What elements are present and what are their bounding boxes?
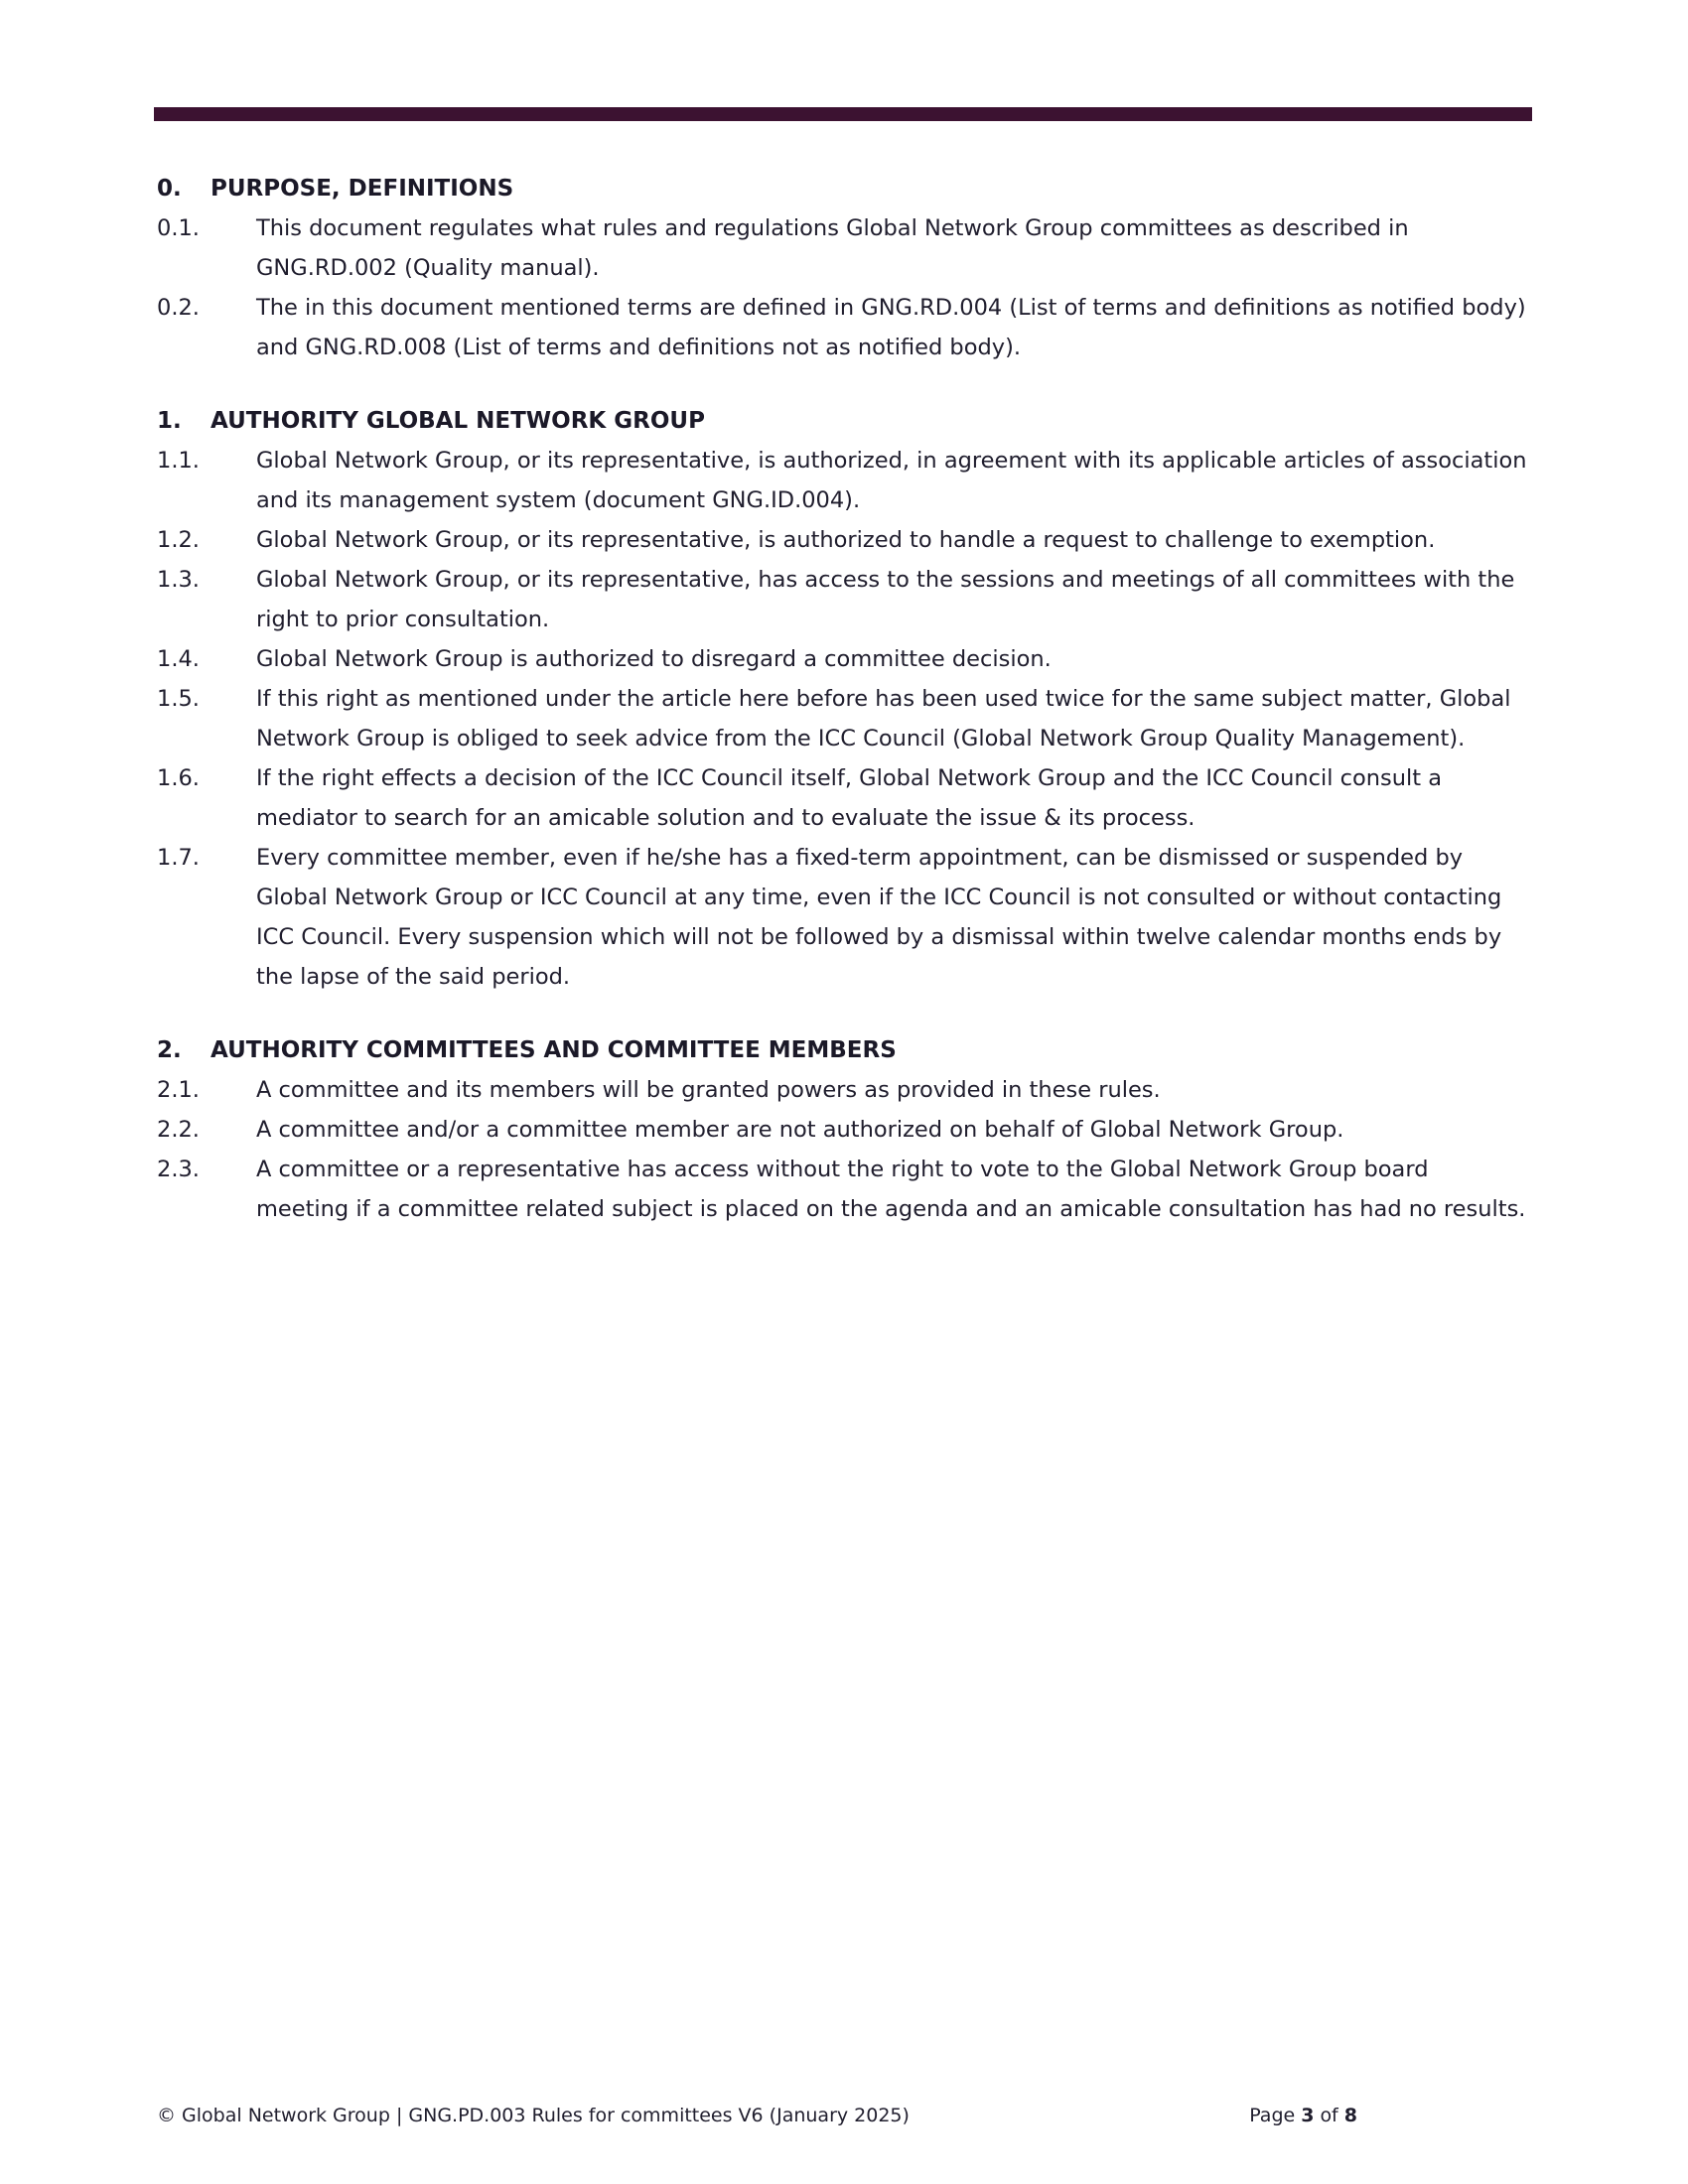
item-number: 1.2. [157, 527, 200, 553]
footer-copyright: © Global Network Group | GNG.PD.003 Rules for committees V6 (January 2025) [157, 2105, 910, 2126]
item-text: Global Network Group, or its representative, has access to the sessions and meetings of all committees with the right to prior consultation. [256, 567, 1515, 632]
list-item [157, 838, 1527, 997]
section-heading [157, 401, 1527, 441]
item-number: 1.7. [157, 845, 200, 871]
top-rule-divider [154, 107, 1532, 121]
section-title: PURPOSE, DEFINITIONS [211, 176, 514, 202]
page-number: 3 [1301, 2105, 1315, 2126]
item-number: 1.3. [157, 567, 200, 593]
item-text: If the right effects a decision of the ICC Council itself, Global Network Group and the ICC Council consult a mediator to search for an amicable solution and to evaluate the issue & its process. [256, 765, 1443, 831]
item-text: Global Network Group is authorized to disregard a committee decision. [256, 646, 1052, 672]
item-text: A committee and its members will be granted powers as provided in these rules. [256, 1077, 1161, 1103]
item-text: Global Network Group, or its representative, is authorized to handle a request to challenge to exemption. [256, 527, 1436, 553]
item-number: 1.1. [157, 448, 200, 474]
list-item [157, 288, 1527, 367]
page-indicator [1249, 2103, 1357, 2128]
list-item [157, 1070, 1527, 1110]
section-authority-committees [157, 1030, 1527, 1229]
page-of-label: of [1320, 2105, 1338, 2126]
section-title: AUTHORITY GLOBAL NETWORK GROUP [211, 408, 705, 434]
item-text: Every committee member, even if he/she has a fixed-term appointment, can be dismissed or suspended by Global Network Group or ICC Council at any time, even if the ICC Council is not consulted or without contacting ICC Council. Every suspension which will not be followed by a dismissal within twelve calendar months ends by the lapse of the said period. [256, 845, 1502, 990]
list-item [157, 520, 1527, 560]
item-text: A committee and/or a committee member are not authorized on behalf of Global Network Group. [256, 1117, 1344, 1143]
list-item [157, 560, 1527, 639]
section-number: 2. [157, 1037, 182, 1063]
item-number: 2.3. [157, 1157, 200, 1182]
list-item [157, 1110, 1527, 1150]
section-number: 1. [157, 408, 182, 434]
list-item [157, 758, 1527, 838]
item-number: 0.2. [157, 295, 200, 321]
item-number: 2.2. [157, 1117, 200, 1143]
page-total: 8 [1343, 2105, 1357, 2126]
section-purpose-definitions [157, 169, 1527, 367]
section-heading [157, 169, 1527, 208]
list-item [157, 441, 1527, 520]
item-text: If this right as mentioned under the article here before has been used twice for the same subject matter, Global Network Group is obliged to seek advice from the ICC Council (Global Network Group Quality Management). [256, 686, 1511, 751]
item-text: Global Network Group, or its representative, is authorized, in agreement with its applicable articles of association and its management system (document GNG.ID.004). [256, 448, 1527, 513]
item-number: 2.1. [157, 1077, 200, 1103]
item-text: A committee or a representative has access without the right to vote to the Global Network Group board meeting if a committee related subject is placed on the agenda and an amicable consultation has had no results. [256, 1157, 1526, 1222]
item-number: 1.5. [157, 686, 200, 712]
section-heading [157, 1030, 1527, 1070]
list-item [157, 1150, 1527, 1229]
section-title: AUTHORITY COMMITTEES AND COMMITTEE MEMBERS [211, 1037, 897, 1063]
item-text: The in this document mentioned terms are defined in GNG.RD.004 (List of terms and definitions as notified body) and GNG.RD.008 (List of terms and definitions not as notified body). [256, 295, 1526, 360]
document-body [157, 169, 1527, 1229]
item-number: 0.1. [157, 215, 200, 241]
page-label: Page [1249, 2105, 1296, 2126]
section-number: 0. [157, 176, 182, 202]
item-text: This document regulates what rules and regulations Global Network Group committees as described in GNG.RD.002 (Quality manual). [256, 215, 1409, 281]
item-number: 1.4. [157, 646, 200, 672]
list-item [157, 679, 1527, 758]
item-number: 1.6. [157, 765, 200, 791]
list-item [157, 639, 1527, 679]
section-authority-gng [157, 401, 1527, 997]
list-item [157, 208, 1527, 288]
page-footer [157, 2103, 1534, 2128]
